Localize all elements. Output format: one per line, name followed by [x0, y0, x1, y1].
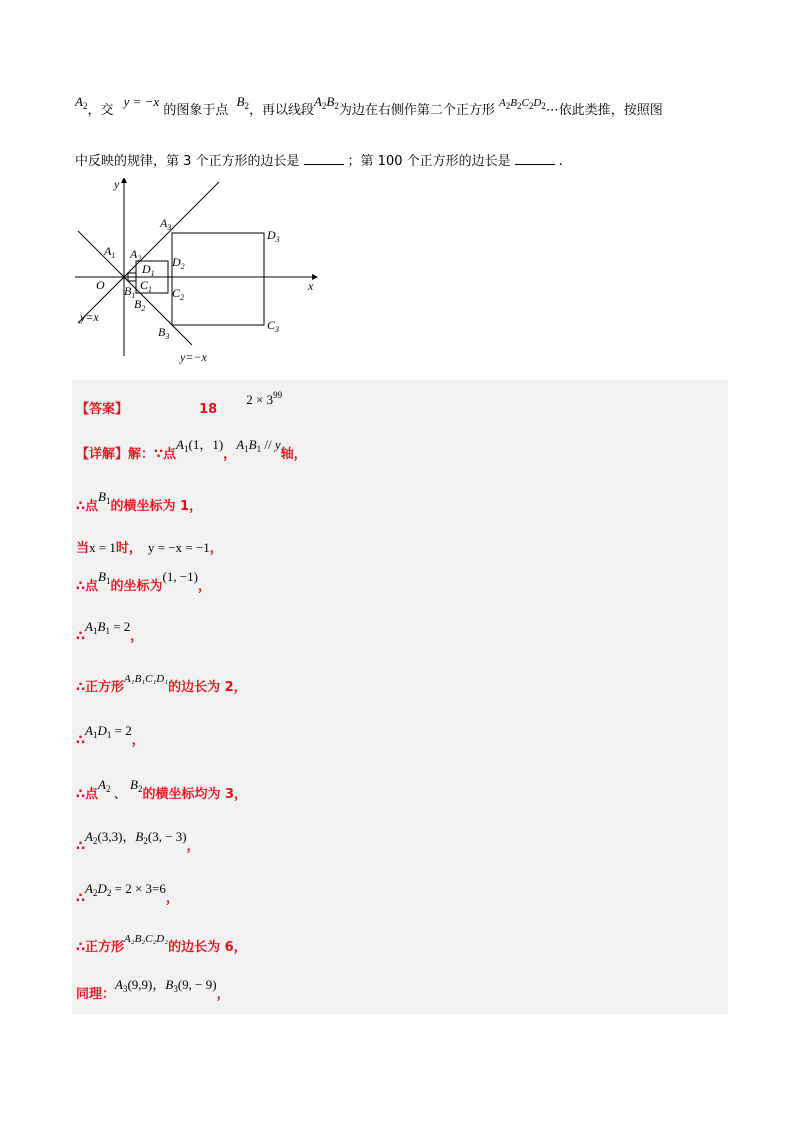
- label-d1: $D_1$: [142, 262, 155, 278]
- solution-step-6: ∴正方形$^{A_1B_1C_1D_1}$的边长为 2，: [76, 673, 247, 695]
- label-a1: $A_1$: [104, 244, 116, 260]
- label-origin: O: [96, 278, 105, 292]
- y-axis-arrow-icon: [121, 178, 127, 183]
- square-sequence-figure: [72, 178, 322, 368]
- solution-step-1: 【详解】解：∵点$A_1(1$，1)，$A_1B_1$ // y轴，: [76, 437, 307, 462]
- solution-step-9: $\therefore A_2(3,3)$，$B_2(3$, − 3)，: [76, 829, 200, 854]
- solution-step-12: 同理：$A_3(9,9)$，$B_3(9$, − 9)，: [76, 977, 230, 1002]
- label-a3: $A_3$: [160, 216, 172, 232]
- question-line-2: 中反映的规律，第 3 个正方形的边长是 ；第 100 个正方形的边长是 .: [75, 154, 563, 169]
- solution-step-5: $\therefore A_1B_1 = 2$，: [76, 619, 144, 644]
- label-c2: $C_2$: [172, 286, 185, 302]
- solution-step-7: $\therefore A_1D_1 = 2$，: [76, 723, 145, 748]
- label-line-neg: y=−x: [180, 350, 207, 364]
- answer-line: 【答案】 18 $2 \times 3^{99}$: [76, 390, 283, 417]
- label-b1: $B_1$: [124, 284, 136, 300]
- answer-value-2: $2 \times 3^{99}$: [246, 390, 283, 407]
- solution-panel: [72, 380, 728, 1014]
- label-b2: $B_2$: [134, 297, 146, 313]
- solution-step-10: $\therefore A_2D_2 = 2 \times 3=6$，: [76, 881, 179, 906]
- label-line-pos: y=x: [80, 310, 99, 324]
- label-c1: $C_1$: [140, 278, 153, 294]
- answer-value-1: 18: [199, 402, 218, 417]
- label-a2: $A_2$: [130, 247, 142, 263]
- answer-blank-2[interactable]: [515, 152, 555, 165]
- square-3: [172, 233, 264, 325]
- label-c3: $C_3$: [267, 318, 280, 334]
- solution-step-3: 当x = 1时， y = −x = −1，: [76, 540, 223, 556]
- label-x: x: [308, 279, 314, 293]
- solution-step-11: ∴正方形$^{A_2B_2C_2D_2}$的边长为 6，: [76, 933, 247, 955]
- label-d3: $D_3$: [267, 228, 280, 244]
- label-y: y: [114, 178, 120, 191]
- answer-blank-1[interactable]: [304, 152, 344, 165]
- solution-step-2: ∴点$B_1$的横坐标为 1，: [76, 489, 203, 514]
- solution-step-4: ∴点$B_1$的坐标为(1, −1)，: [76, 569, 212, 594]
- label-b3: $B_3$: [158, 325, 170, 341]
- question-line-1: $A_2$，交 y = −x 的图象于点 $B_2$，再以线段$A_2B_2$为边在右侧作第二个正方形 $^{A_2B_2C_2D_2}$⋯依此类推，按照图: [75, 94, 663, 118]
- solution-step-8: ∴点$A_2$ 、 $B_2$的横坐标均为 3，: [76, 777, 248, 802]
- label-d2: $D_2$: [172, 255, 185, 271]
